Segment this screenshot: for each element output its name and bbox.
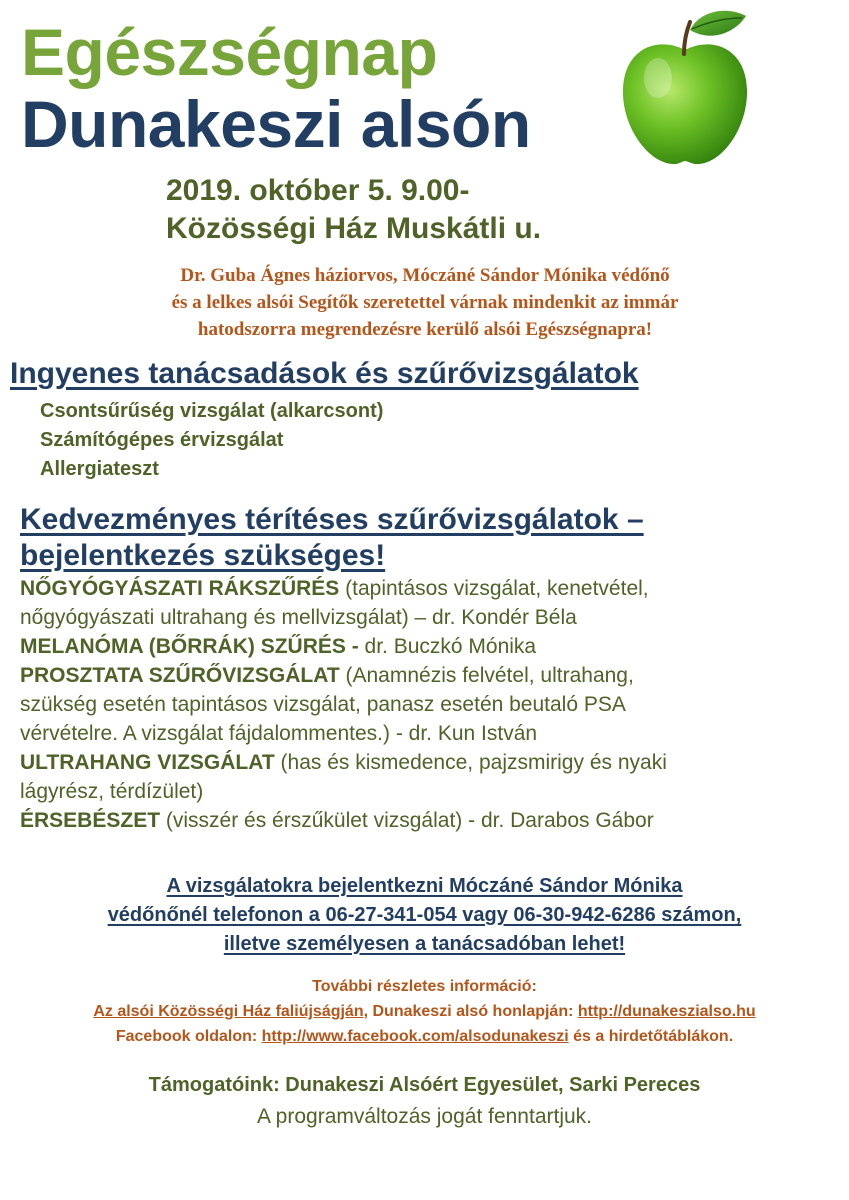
- paid-section-heading: [20, 502, 644, 574]
- list-item: Számítógépes érvizsgálat: [40, 429, 284, 451]
- service-name: ULTRAHANG VIZSGÁLAT: [20, 751, 275, 774]
- page-title-line2: Dunakeszi alsón: [21, 87, 531, 161]
- list-item: Csontsűrűség vizsgálat (alkarcsont): [40, 400, 384, 422]
- list-item: [20, 574, 830, 632]
- info-title: További részletes információ:: [312, 978, 537, 995]
- service-name: MELANÓMA (BŐRRÁK) SZŰRÉS -: [20, 635, 359, 658]
- list-item: [20, 661, 830, 748]
- intro-line: és a lelkes alsói Segítők szeretettel várnak mindenkit az immár: [171, 292, 679, 313]
- event-venue: Közösségi Ház Muskátli u.: [166, 212, 542, 245]
- service-name: NŐGYÓGYÁSZATI RÁKSZŰRÉS: [20, 577, 340, 600]
- list-item: [20, 806, 830, 835]
- event-date-venue: [166, 172, 541, 248]
- disclaimer-line: A programváltozás jogát fenntartjuk.: [256, 1105, 592, 1128]
- homepage-link[interactable]: http://dunakeszialso.hu: [577, 1003, 756, 1020]
- service-detail: (has és kismedence, pajzsmirigy és nyaki: [274, 751, 667, 774]
- facebook-tail: és a hirdetőtáblákon.: [568, 1028, 734, 1045]
- intro-line: hatodszorra megrendezésre kerülő alsói Egészségnapra!: [197, 319, 653, 340]
- intro-line: Dr. Guba Ágnes háziorvos, Móczáné Sándor Mónika védőnő: [180, 265, 670, 286]
- service-detail: dr. Buczkó Mónika: [358, 635, 537, 658]
- service-detail: lágyrész, térdízület): [20, 780, 204, 803]
- list-item: [20, 632, 830, 661]
- noticeboard-link[interactable]: Az alsói Közösségi Ház faliújságján: [93, 1003, 364, 1020]
- list-item: Allergiateszt: [40, 458, 159, 480]
- service-name: PROSZTATA SZŰRŐVIZSGÁLAT: [20, 664, 340, 687]
- service-detail: (Anamnézis felvétel, ultrahang,: [339, 664, 634, 687]
- signup-line: illetve személyesen a tanácsadóban lehet!: [223, 933, 626, 955]
- signup-line: védőnőnél telefonon a 06-27-341-054 vagy 06-30-942-6286 számon,: [107, 904, 742, 926]
- service-detail: (tapintásos vizsgálat, kenetvétel,: [339, 577, 649, 600]
- sponsors-line: Támogatóink: Dunakeszi Alsóért Egyesület, Sarki Pereces: [148, 1074, 701, 1096]
- service-detail: vérvételre. A vizsgálat fájdalommentes.) - dr. Kun István: [20, 722, 538, 745]
- intro-text: [60, 262, 790, 343]
- service-detail: szükség esetén tapintásos vizsgálat, panasz esetén beutaló PSA: [20, 693, 626, 716]
- free-services-list: [40, 397, 383, 484]
- service-detail: (visszér és érszűkület vizsgálat) - dr. Darabos Gábor: [160, 809, 654, 832]
- facebook-text: Facebook oldalon:: [115, 1028, 262, 1045]
- signup-line: A vizsgálatokra bejelentkezni Móczáné Sándor Mónika: [166, 875, 683, 897]
- paid-heading-line1: Kedvezményes térítéses szűrővizsgálatok –: [20, 503, 644, 536]
- page-title-line1: Egészségnap: [21, 15, 438, 89]
- list-item: [20, 748, 830, 806]
- facebook-link[interactable]: http://www.facebook.com/alsodunakeszi: [261, 1028, 569, 1045]
- service-name: ÉRSEBÉSZET: [20, 809, 161, 832]
- service-detail: nőgyógyászati ultrahang és mellvizsgálat) – dr. Kondér Béla: [20, 606, 577, 629]
- free-section-heading: Ingyenes tanácsadások és szűrővizsgálatok: [10, 357, 639, 390]
- homepage-text: , Dunakeszi alsó honlapján:: [363, 1003, 578, 1020]
- signup-notice: [10, 872, 839, 959]
- info-block: [0, 974, 849, 1049]
- event-date: 2019. október 5. 9.00-: [166, 174, 470, 207]
- paid-heading-line2: bejelentkezés szükséges!: [20, 539, 386, 572]
- green-apple-icon: [618, 8, 752, 168]
- paid-services-list: [20, 574, 830, 835]
